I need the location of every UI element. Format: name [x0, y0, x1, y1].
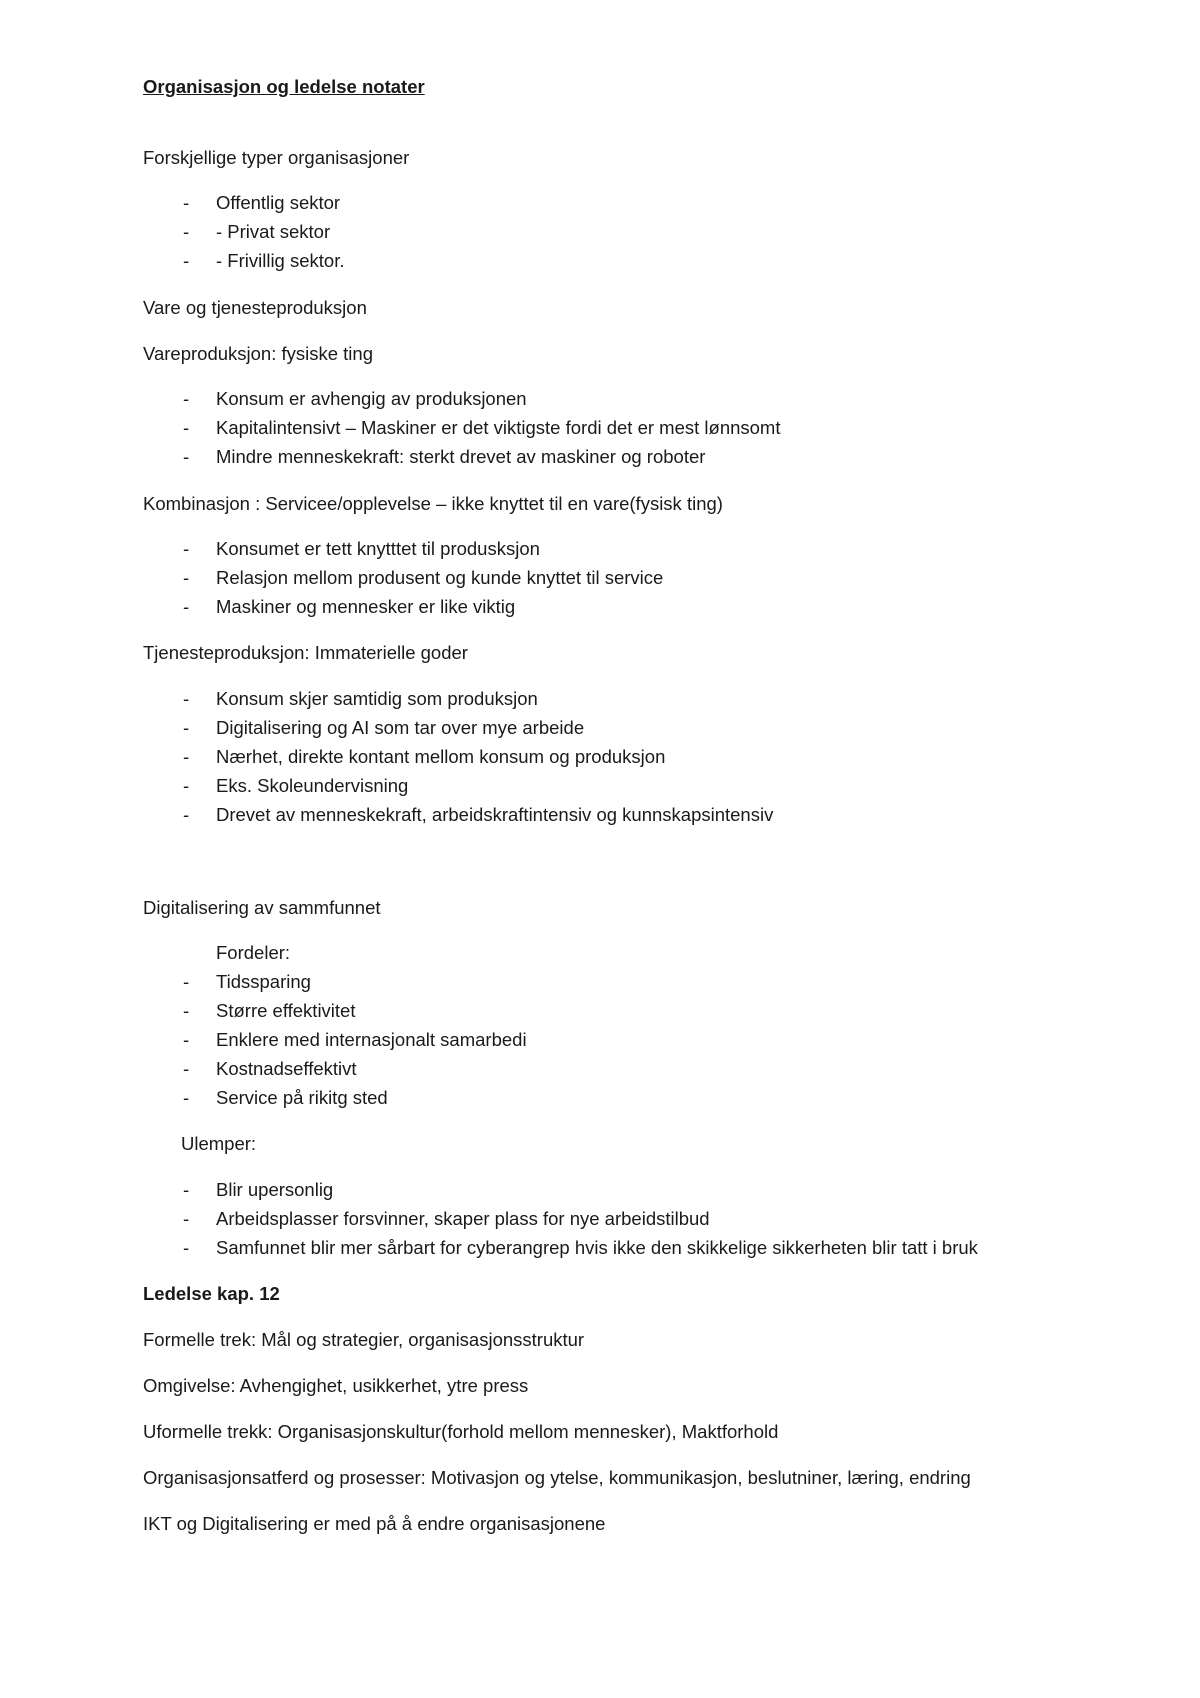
list-item: Konsum er avhengig av produksjonen: [216, 388, 527, 409]
bullet-dash: -: [183, 804, 190, 825]
list-item: Arbeidsplasser forsvinner, skaper plass for nye arbeidstilbud: [216, 1208, 710, 1229]
list-item: Blir upersonlig: [216, 1179, 334, 1200]
list-item: Kapitalintensivt – Maskiner er det viktigste fordi det er mest lønnsomt: [216, 417, 781, 438]
bullet-dash: -: [183, 688, 190, 709]
paragraph-line: Omgivelse: Avhengighet, usikkerhet, ytre press: [143, 1375, 529, 1396]
list-item: Tidssparing: [216, 971, 311, 992]
section-heading: Tjenesteproduksjon: Immaterielle goder: [143, 642, 468, 663]
paragraph-line: Uformelle trekk: Organisasjonskultur(forhold mellom mennesker), Maktforhold: [143, 1421, 779, 1442]
bullet-dash: -: [183, 1087, 190, 1108]
bullet-dash: -: [183, 221, 190, 242]
list-item: Service på rikitg sted: [216, 1087, 388, 1108]
list-item: Digitalisering og AI som tar over mye arbeide: [216, 717, 585, 738]
bullet-dash: -: [183, 775, 190, 796]
bullet-dash: -: [183, 596, 190, 617]
list-item: Konsumet er tett knytttet til produsksjon: [216, 538, 540, 559]
list-item: - Frivillig sektor.: [216, 250, 345, 271]
list-item: Enklere med internasjonalt samarbedi: [216, 1029, 527, 1050]
list-item: Større effektivitet: [216, 1000, 356, 1021]
bullet-dash: -: [183, 446, 190, 467]
section-heading: Forskjellige typer organisasjoner: [143, 147, 410, 168]
list-item: Eks. Skoleundervisning: [216, 775, 409, 796]
section-heading: Vare og tjenesteproduksjon: [143, 297, 367, 318]
bullet-dash: -: [183, 1058, 190, 1079]
list-item: Drevet av menneskekraft, arbeidskraftintensiv og kunnskapsintensiv: [216, 804, 774, 825]
bullet-dash: -: [183, 1029, 190, 1050]
list-item: Kostnadseffektivt: [216, 1058, 357, 1079]
sublist-label: Fordeler:: [216, 942, 291, 963]
section-heading: Digitalisering av sammfunnet: [143, 897, 381, 918]
bullet-dash: -: [183, 417, 190, 438]
list-item: Nærhet, direkte kontant mellom konsum og produksjon: [216, 746, 666, 767]
list-item: - Privat sektor: [216, 221, 331, 242]
bullet-dash: -: [183, 192, 190, 213]
list-item: Offentlig sektor: [216, 192, 341, 213]
bullet-dash: -: [183, 388, 190, 409]
bullet-dash: -: [183, 1000, 190, 1021]
bullet-dash: -: [183, 971, 190, 992]
list-item: Mindre menneskekraft: sterkt drevet av maskiner og roboter: [216, 446, 706, 467]
bullet-dash: -: [183, 1208, 190, 1229]
paragraph-line: Formelle trek: Mål og strategier, organisasjonsstruktur: [143, 1329, 585, 1350]
list-item: Relasjon mellom produsent og kunde knyttet til service: [216, 567, 664, 588]
bullet-dash: -: [183, 746, 190, 767]
sublist-label: Ulemper:: [181, 1133, 257, 1154]
bullet-dash: -: [183, 1179, 190, 1200]
list-item: Maskiner og mennesker er like viktig: [216, 596, 516, 617]
section-heading: Vareproduksjon: fysiske ting: [143, 343, 373, 364]
list-item: Samfunnet blir mer sårbart for cyberangrep hvis ikke den skikkelige sikkerheten blir tatt i bruk: [216, 1237, 978, 1258]
paragraph-line: IKT og Digitalisering er med på å endre organisasjonene: [143, 1513, 606, 1534]
bullet-dash: -: [183, 538, 190, 559]
paragraph-line: Organisasjonsatferd og prosesser: Motivasjon og ytelse, kommunikasjon, beslutniner, læring, endring: [143, 1467, 971, 1488]
section-heading: Ledelse kap. 12: [143, 1283, 280, 1304]
bullet-dash: -: [183, 250, 190, 271]
bullet-dash: -: [183, 717, 190, 738]
document-title: Organisasjon og ledelse notater: [143, 76, 425, 97]
section-heading: Kombinasjon : Servicee/opplevelse – ikke knyttet til en vare(fysisk ting): [143, 493, 723, 514]
bullet-dash: -: [183, 567, 190, 588]
bullet-dash: -: [183, 1237, 190, 1258]
list-item: Konsum skjer samtidig som produksjon: [216, 688, 538, 709]
